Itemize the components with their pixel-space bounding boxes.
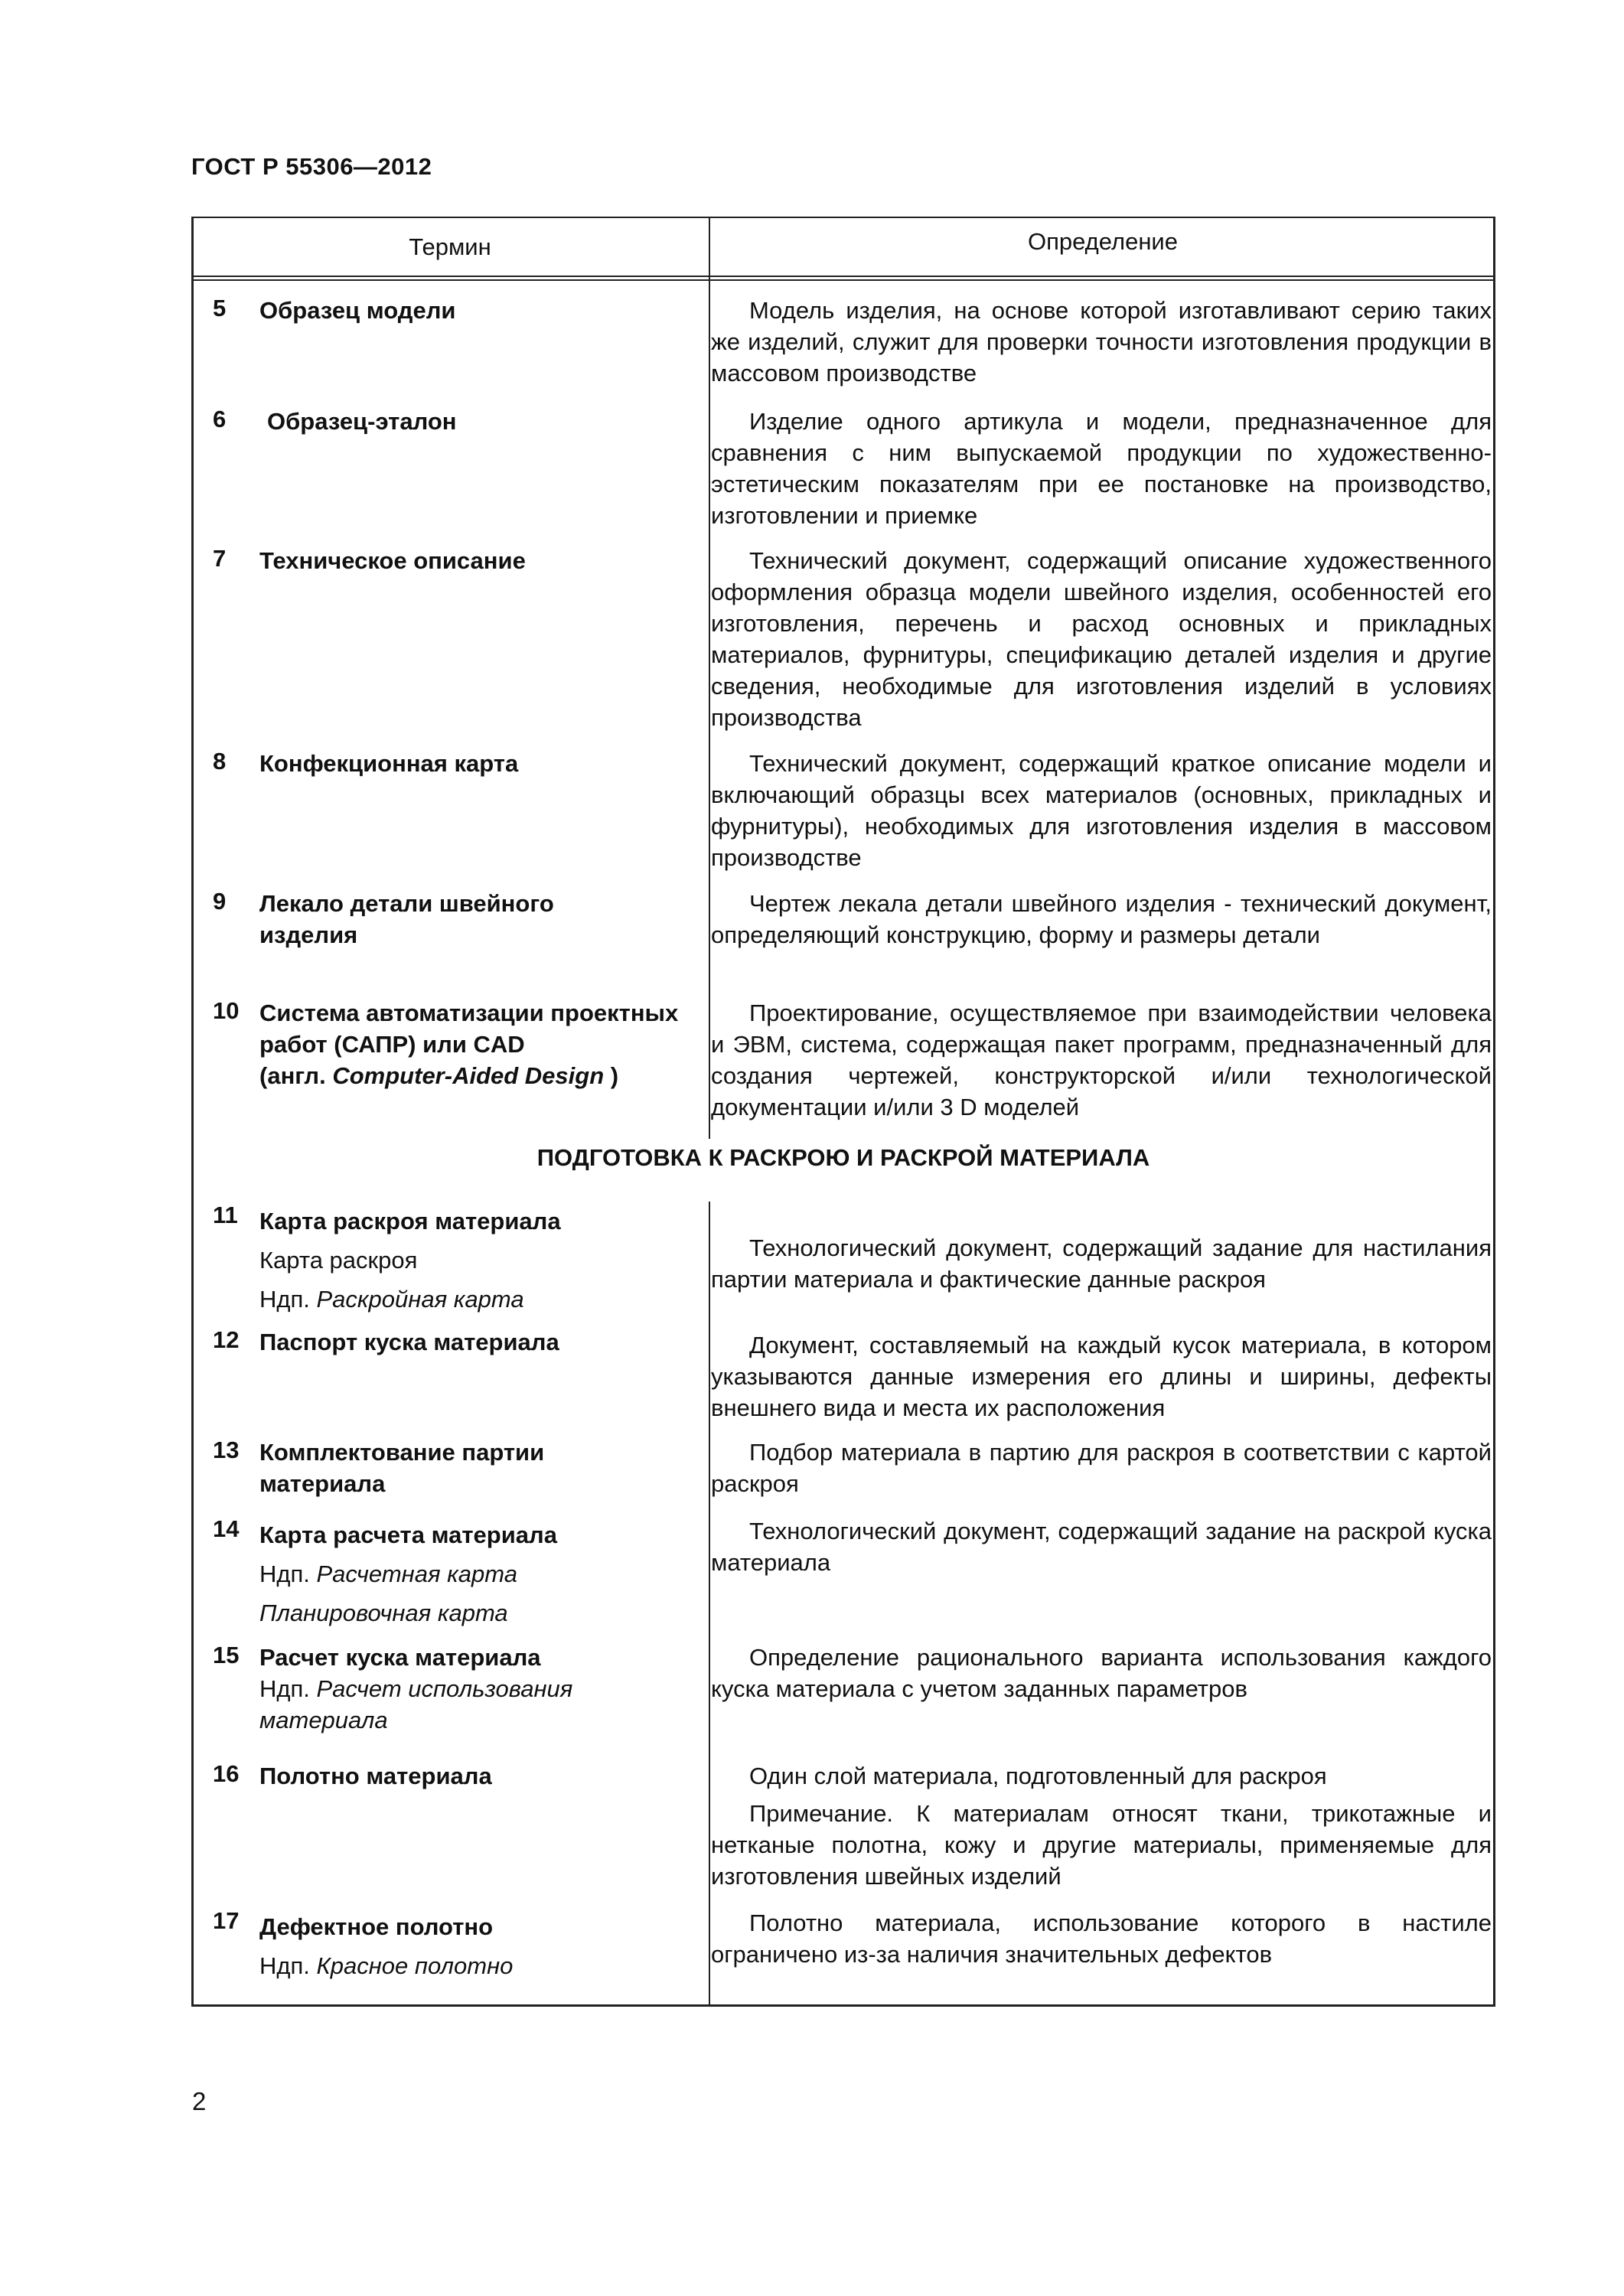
term-text (259, 1907, 673, 1985)
term-name-prefix: (англ. (259, 1062, 333, 1089)
term-number: 16 (213, 1760, 240, 1787)
term-deprecated: Планировочная карта (259, 1600, 508, 1626)
definition-column-header: Определение (1027, 227, 1178, 255)
term-number: 10 (213, 997, 240, 1024)
ndp-label: Ндп. (259, 1286, 310, 1313)
term-deprecated: Раскройная карта (316, 1286, 524, 1313)
definition-text: Определение рационального варианта использования каждого куска материала с учетом заданных параметров (711, 1644, 1492, 1702)
term-number: 9 (213, 888, 227, 915)
definition-text: Документ, составляемый на каждый кусок материала, в котором указываются данные измерения его длины и ширины, дефекты внешнего вида и места их расположения (711, 1332, 1492, 1421)
term-number: 8 (213, 748, 227, 775)
term-name: Конфекционная карта (259, 750, 519, 777)
term-name: Карта расчета материала (259, 1521, 557, 1548)
term-number: 17 (213, 1907, 240, 1934)
term-name: Дефектное полотно (259, 1913, 494, 1940)
term-text (259, 748, 673, 779)
term-text (259, 1760, 673, 1792)
term-text (267, 406, 680, 437)
term-name: Расчет куска материала (259, 1644, 541, 1671)
definition-text: Технический документ, содержащий краткое описание модели и включающий образцы всех материалов (основных, прикладных и фурнитуры), необходимых для изготовления изделия в массовом производстве (711, 750, 1492, 871)
term-number: 11 (213, 1202, 238, 1228)
column-divider-lower (709, 1202, 710, 2007)
term-number: 7 (213, 545, 227, 572)
ndp-label: Ндп. (259, 1561, 310, 1587)
definition-text: Чертеж лекала детали швейного изделия - технический документ, определяющий конструкцию, форму и размеры детали (711, 890, 1492, 948)
term-name: Образец модели (259, 297, 456, 324)
term-text (259, 1642, 650, 1736)
ndp-label: Ндп. (259, 1675, 310, 1702)
term-text (259, 1437, 657, 1499)
term-text (259, 888, 642, 951)
page-number: 2 (192, 2087, 207, 2115)
term-number: 6 (213, 406, 227, 432)
term-name: Образец-эталон (267, 408, 457, 435)
definition-text: Технический документ, содержащий описание художественного оформления образца модели швейного изделия, особенностей его изготовления, перечень и расход основных и прикладных материалов, фурнитуры, спецификацию деталей изделия и другие сведения, необходимые для изготовления изделий в условиях производства (711, 547, 1492, 731)
definition-text: Технологический документ, содержащий задание на раскрой куска материала (711, 1518, 1492, 1576)
term-name: Паспорт куска материала (259, 1329, 559, 1355)
term-name: Техническое описание (259, 547, 526, 574)
term-number: 13 (213, 1437, 240, 1463)
term-name: Карта раскроя материала (259, 1208, 561, 1234)
term-text (259, 295, 673, 326)
term-number: 5 (213, 295, 227, 321)
term-synonym: Карта раскроя (259, 1247, 418, 1274)
definition-text: Технологический документ, содержащий задание для настилания партии материала и фактические данные раскроя (711, 1234, 1492, 1293)
term-deprecated: Красное полотно (316, 1952, 514, 1979)
term-name-suffix: ) (604, 1062, 619, 1089)
definition-text: Подбор материала в партию для раскроя в соответствии с картой раскроя (711, 1439, 1492, 1497)
term-name: Система автоматизации проектных работ (САПР) или CAD (259, 1000, 679, 1058)
term-number: 14 (213, 1515, 240, 1542)
definition-main: Один слой материала, подготовленный для раскроя (749, 1763, 1327, 1789)
term-deprecated: Расчет использования материала (259, 1675, 573, 1733)
definition-text: Полотно материала, использование которого в настиле ограничено из-за наличия значительных дефектов (711, 1910, 1492, 1968)
document-code: ГОСТ Р 55306—2012 (191, 153, 432, 180)
term-text (259, 997, 719, 1091)
definition-note: Примечание. К материалам относят ткани, трикотажные и нетканые полотна, кожу и другие материалы, применяемые для изготовления швейных изделий (711, 1800, 1492, 1890)
definition-text (711, 1760, 1492, 1892)
term-text (259, 1202, 673, 1319)
term-name: Лекало детали швейного изделия (259, 890, 554, 948)
term-number: 15 (213, 1642, 240, 1668)
ndp-label: Ндп. (259, 1952, 310, 1979)
section-title: ПОДГОТОВКА К РАСКРОЮ И РАСКРОЙ МАТЕРИАЛА (536, 1144, 1150, 1171)
table-header-row (191, 217, 1495, 281)
term-number: 12 (213, 1326, 240, 1353)
term-column-header: Термин (409, 233, 491, 260)
definition-text: Модель изделия, на основе которой изготавливают серию таких же изделий, служит для проверки точности изготовления продукции в массовом производстве (711, 297, 1492, 386)
term-name: Полотно материала (259, 1763, 492, 1789)
definition-text: Проектирование, осуществляемое при взаимодействии человека и ЭВМ, система, содержащая пакет программ, предназначенный для создания чертежей, конструкторской и/или технологической документации и/или 3 D моделей (711, 1000, 1492, 1120)
term-text (259, 545, 673, 576)
term-english-name: Computer-Aided Design (332, 1062, 605, 1089)
term-deprecated: Расчетная карта (316, 1561, 517, 1587)
term-name: Комплектование партии материала (259, 1439, 545, 1497)
term-text (259, 1515, 673, 1632)
term-text (259, 1326, 673, 1358)
definition-text: Изделие одного артикула и модели, предназначенное для сравнения с ним выпускаемой продукции по художественно-эстетическим показателям при ее постановке на производство, изготовлении и приемке (711, 408, 1492, 529)
